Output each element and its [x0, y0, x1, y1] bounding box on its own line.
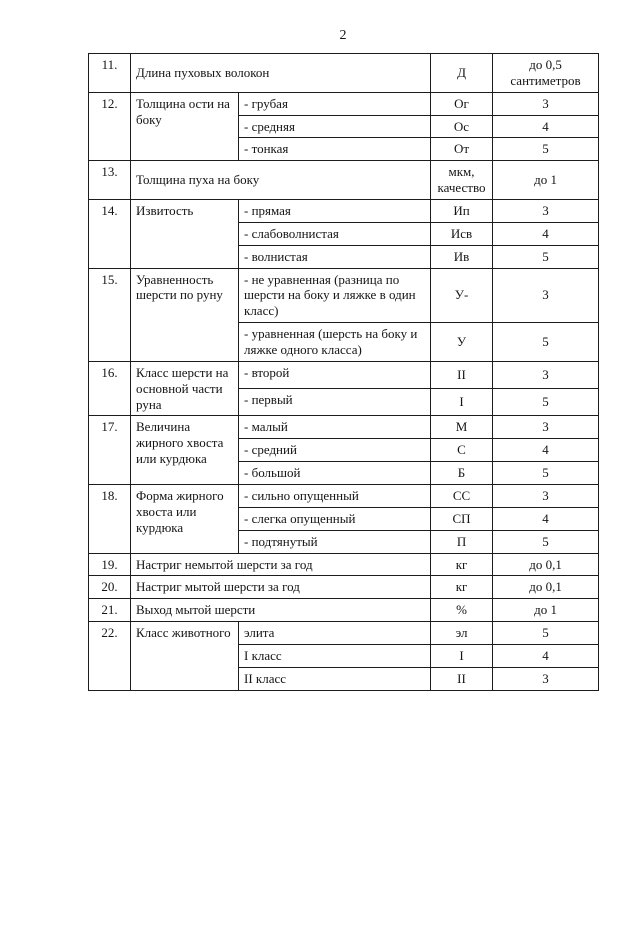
value-cell: 3	[493, 92, 599, 115]
variant-cell: - сильно опущенный	[239, 485, 431, 508]
table-row	[89, 200, 599, 223]
row-number-cell: 21.	[89, 599, 131, 622]
table-row	[89, 576, 599, 599]
value-cell: 4	[493, 507, 599, 530]
code-cell: Ог	[431, 92, 493, 115]
code-cell: мкм, качество	[431, 161, 493, 200]
row-number-cell: 18.	[89, 485, 131, 554]
grading-table-body	[89, 54, 599, 691]
value-cell: 4	[493, 222, 599, 245]
variant-cell: элита	[239, 622, 431, 645]
row-number-cell: 14.	[89, 200, 131, 269]
variant-cell: - слегка опущенный	[239, 507, 431, 530]
characteristic-cell: Форма жирного хвоста или курдюка	[131, 485, 239, 554]
code-cell: II	[431, 361, 493, 388]
document-page	[0, 28, 640, 691]
table-row	[89, 622, 599, 645]
variant-cell: - средний	[239, 439, 431, 462]
row-number-cell: 11.	[89, 54, 131, 93]
value-cell: до 0,1	[493, 553, 599, 576]
variant-cell: - подтянутый	[239, 530, 431, 553]
variant-cell: - уравненная (шерсть на боку и ляжке одного класса)	[239, 323, 431, 362]
table-row	[89, 599, 599, 622]
value-cell: 3	[493, 485, 599, 508]
page-number: 2	[339, 28, 347, 43]
variant-cell: - средняя	[239, 115, 431, 138]
value-cell: 4	[493, 645, 599, 668]
variant-cell: - первый	[239, 389, 431, 416]
code-cell: Ос	[431, 115, 493, 138]
code-cell: С	[431, 439, 493, 462]
value-cell: до 0,1	[493, 576, 599, 599]
value-cell: 5	[493, 530, 599, 553]
characteristic-cell: Толщина ости на боку	[131, 92, 239, 161]
code-cell: У	[431, 323, 493, 362]
value-cell: 5	[493, 323, 599, 362]
code-cell: У-	[431, 268, 493, 323]
code-cell: От	[431, 138, 493, 161]
row-number-cell: 20.	[89, 576, 131, 599]
row-number-cell: 17.	[89, 416, 131, 485]
row-number-cell: 13.	[89, 161, 131, 200]
variant-cell: II класс	[239, 667, 431, 690]
row-number-cell: 15.	[89, 268, 131, 361]
code-cell: %	[431, 599, 493, 622]
row-number-cell: 16.	[89, 361, 131, 416]
characteristic-cell: Выход мытой шерсти	[131, 599, 431, 622]
characteristic-cell: Толщина пуха на боку	[131, 161, 431, 200]
value-cell: 3	[493, 361, 599, 388]
table-row	[89, 361, 599, 388]
characteristic-cell: Настриг мытой шерсти за год	[131, 576, 431, 599]
characteristic-cell: Извитость	[131, 200, 239, 269]
characteristic-cell: Уравненность шерсти по руну	[131, 268, 239, 361]
variant-cell: - малый	[239, 416, 431, 439]
value-cell: 5	[493, 138, 599, 161]
table-row	[89, 54, 599, 93]
characteristic-cell: Длина пуховых волокон	[131, 54, 431, 93]
variant-cell: - второй	[239, 361, 431, 388]
variant-cell: I класс	[239, 645, 431, 668]
code-cell: М	[431, 416, 493, 439]
value-cell: 3	[493, 268, 599, 323]
value-cell: 4	[493, 439, 599, 462]
value-cell: до 0,5 сантиметров	[493, 54, 599, 93]
code-cell: Ив	[431, 245, 493, 268]
code-cell: Б	[431, 462, 493, 485]
variant-cell: - большой	[239, 462, 431, 485]
value-cell: 4	[493, 115, 599, 138]
table-row	[89, 416, 599, 439]
code-cell: Д	[431, 54, 493, 93]
table-row	[89, 485, 599, 508]
value-cell: 5	[493, 622, 599, 645]
code-cell: эл	[431, 622, 493, 645]
code-cell: СС	[431, 485, 493, 508]
code-cell: кг	[431, 553, 493, 576]
table-row	[89, 553, 599, 576]
variant-cell: - слабоволнистая	[239, 222, 431, 245]
code-cell: кг	[431, 576, 493, 599]
code-cell: П	[431, 530, 493, 553]
row-number-cell: 12.	[89, 92, 131, 161]
value-cell: 5	[493, 462, 599, 485]
code-cell: Исв	[431, 222, 493, 245]
characteristic-cell: Настриг немытой шерсти за год	[131, 553, 431, 576]
characteristic-cell: Величина жирного хвоста или курдюка	[131, 416, 239, 485]
table-row	[89, 268, 599, 323]
value-cell: 3	[493, 200, 599, 223]
table-row	[89, 161, 599, 200]
code-cell: I	[431, 389, 493, 416]
value-cell: 3	[493, 667, 599, 690]
variant-cell: - прямая	[239, 200, 431, 223]
variant-cell: - грубая	[239, 92, 431, 115]
table-row	[89, 92, 599, 115]
value-cell: до 1	[493, 161, 599, 200]
row-number-cell: 19.	[89, 553, 131, 576]
variant-cell: - не уравненная (разница по шерсти на боку и ляжке в один класс)	[239, 268, 431, 323]
characteristic-cell: Класс животного	[131, 622, 239, 691]
value-cell: 5	[493, 245, 599, 268]
code-cell: II	[431, 667, 493, 690]
characteristic-cell: Класс шерсти на основной части руна	[131, 361, 239, 416]
variant-cell: - тонкая	[239, 138, 431, 161]
variant-cell: - волнистая	[239, 245, 431, 268]
value-cell: до 1	[493, 599, 599, 622]
value-cell: 3	[493, 416, 599, 439]
code-cell: I	[431, 645, 493, 668]
value-cell: 5	[493, 389, 599, 416]
code-cell: СП	[431, 507, 493, 530]
row-number-cell: 22.	[89, 622, 131, 691]
code-cell: Ип	[431, 200, 493, 223]
grading-table	[88, 53, 599, 691]
